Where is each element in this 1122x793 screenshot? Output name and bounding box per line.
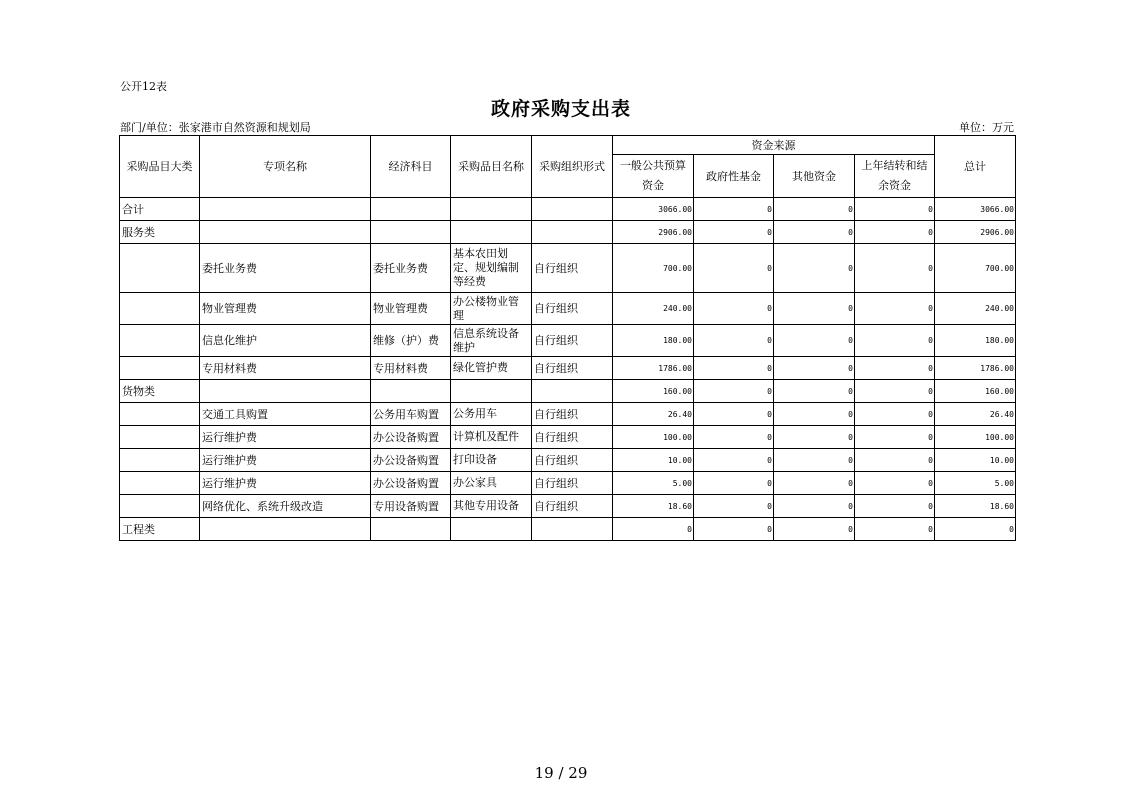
cell-item — [451, 518, 532, 541]
cell-econ — [371, 221, 451, 244]
cell-carryover: 0 — [855, 198, 935, 221]
cell-total: 180.00 — [935, 325, 1016, 357]
cell-general-budget: 1786.00 — [613, 357, 694, 380]
cell-category — [120, 472, 200, 495]
cell-carryover: 0 — [855, 426, 935, 449]
cell-project: 运行维护费 — [200, 426, 371, 449]
cell-form — [532, 198, 613, 221]
cell-general-budget: 10.00 — [613, 449, 694, 472]
table-row — [120, 403, 1016, 426]
table-row — [120, 495, 1016, 518]
cell-total: 26.40 — [935, 403, 1016, 426]
cell-total: 10.00 — [935, 449, 1016, 472]
cell-item: 基本农田划定、规划编制等经费 — [451, 244, 532, 293]
cell-total: 240.00 — [935, 293, 1016, 325]
cell-item: 公务用车 — [451, 403, 532, 426]
cell-category — [120, 325, 200, 357]
cell-econ: 办公设备购置 — [371, 426, 451, 449]
header-item: 采购品目名称 — [451, 136, 532, 198]
cell-project: 运行维护费 — [200, 472, 371, 495]
procurement-table — [119, 135, 1016, 541]
table-row — [120, 380, 1016, 403]
table-row — [120, 472, 1016, 495]
cell-form: 自行组织 — [532, 472, 613, 495]
cell-form — [532, 380, 613, 403]
cell-category — [120, 293, 200, 325]
cell-project — [200, 380, 371, 403]
header-other-fund: 其他资金 — [774, 155, 855, 198]
cell-total: 3066.00 — [935, 198, 1016, 221]
cell-project: 网络优化、系统升级改造 — [200, 495, 371, 518]
cell-econ: 办公设备购置 — [371, 449, 451, 472]
cell-general-budget: 700.00 — [613, 244, 694, 293]
cell-carryover: 0 — [855, 472, 935, 495]
cell-general-budget: 180.00 — [613, 325, 694, 357]
table-row — [120, 221, 1016, 244]
cell-gov-fund: 0 — [694, 357, 774, 380]
cell-carryover: 0 — [855, 357, 935, 380]
cell-project: 委托业务费 — [200, 244, 371, 293]
cell-general-budget: 5.00 — [613, 472, 694, 495]
cell-carryover: 0 — [855, 403, 935, 426]
header-carryover: 上年结转和结余资金 — [855, 155, 935, 198]
cell-item: 办公楼物业管理 — [451, 293, 532, 325]
cell-total: 160.00 — [935, 380, 1016, 403]
cell-general-budget: 3066.00 — [613, 198, 694, 221]
cell-general-budget: 18.60 — [613, 495, 694, 518]
cell-econ — [371, 198, 451, 221]
cell-category — [120, 357, 200, 380]
header-gov-fund: 政府性基金 — [694, 155, 774, 198]
cell-project: 运行维护费 — [200, 449, 371, 472]
cell-project: 物业管理费 — [200, 293, 371, 325]
cell-item: 信息系统设备维护 — [451, 325, 532, 357]
cell-gov-fund: 0 — [694, 380, 774, 403]
cell-econ: 委托业务费 — [371, 244, 451, 293]
cell-project — [200, 518, 371, 541]
cell-project: 信息化维护 — [200, 325, 371, 357]
cell-category: 工程类 — [120, 518, 200, 541]
table-row — [120, 357, 1016, 380]
cell-total: 18.60 — [935, 495, 1016, 518]
cell-gov-fund: 0 — [694, 293, 774, 325]
page-number: 19 / 29 — [534, 764, 588, 782]
cell-total: 0 — [935, 518, 1016, 541]
table-row — [120, 518, 1016, 541]
cell-category: 合计 — [120, 198, 200, 221]
cell-econ: 办公设备购置 — [371, 472, 451, 495]
cell-general-budget: 240.00 — [613, 293, 694, 325]
header-general-budget: 一般公共预算资金 — [613, 155, 694, 198]
cell-total: 2906.00 — [935, 221, 1016, 244]
cell-gov-fund: 0 — [694, 472, 774, 495]
cell-gov-fund: 0 — [694, 449, 774, 472]
cell-total: 700.00 — [935, 244, 1016, 293]
cell-general-budget: 0 — [613, 518, 694, 541]
cell-carryover: 0 — [855, 518, 935, 541]
header-project: 专项名称 — [200, 136, 371, 198]
cell-carryover: 0 — [855, 495, 935, 518]
unit-label: 单位：万元 — [959, 121, 1014, 134]
cell-general-budget: 26.40 — [613, 403, 694, 426]
cell-carryover: 0 — [855, 449, 935, 472]
cell-form: 自行组织 — [532, 449, 613, 472]
cell-other-fund: 0 — [774, 325, 855, 357]
cell-form: 自行组织 — [532, 357, 613, 380]
table-row — [120, 244, 1016, 293]
cell-gov-fund: 0 — [694, 198, 774, 221]
cell-other-fund: 0 — [774, 449, 855, 472]
cell-other-fund: 0 — [774, 472, 855, 495]
form-id: 公开12表 — [120, 80, 167, 93]
cell-other-fund: 0 — [774, 293, 855, 325]
cell-category — [120, 426, 200, 449]
cell-gov-fund: 0 — [694, 221, 774, 244]
page-title: 政府采购支出表 — [490, 98, 631, 120]
cell-gov-fund: 0 — [694, 518, 774, 541]
cell-form: 自行组织 — [532, 426, 613, 449]
cell-gov-fund: 0 — [694, 403, 774, 426]
cell-form — [532, 221, 613, 244]
cell-category — [120, 244, 200, 293]
cell-general-budget: 160.00 — [613, 380, 694, 403]
cell-econ: 维修（护）费 — [371, 325, 451, 357]
cell-other-fund: 0 — [774, 426, 855, 449]
cell-carryover: 0 — [855, 380, 935, 403]
cell-project: 专用材料费 — [200, 357, 371, 380]
cell-item — [451, 380, 532, 403]
cell-form: 自行组织 — [532, 495, 613, 518]
cell-other-fund: 0 — [774, 403, 855, 426]
cell-econ: 专用设备购置 — [371, 495, 451, 518]
cell-item: 绿化管护费 — [451, 357, 532, 380]
cell-carryover: 0 — [855, 325, 935, 357]
table-row — [120, 198, 1016, 221]
cell-category — [120, 403, 200, 426]
cell-item — [451, 198, 532, 221]
cell-form: 自行组织 — [532, 325, 613, 357]
cell-econ — [371, 380, 451, 403]
cell-general-budget: 100.00 — [613, 426, 694, 449]
table-row — [120, 325, 1016, 357]
cell-econ: 公务用车购置 — [371, 403, 451, 426]
cell-total: 100.00 — [935, 426, 1016, 449]
cell-other-fund: 0 — [774, 221, 855, 244]
cell-category: 服务类 — [120, 221, 200, 244]
cell-category — [120, 449, 200, 472]
table-row — [120, 426, 1016, 449]
cell-econ: 物业管理费 — [371, 293, 451, 325]
cell-econ — [371, 518, 451, 541]
cell-project — [200, 221, 371, 244]
cell-other-fund: 0 — [774, 357, 855, 380]
header-total: 总计 — [935, 136, 1016, 198]
header-fund-source: 资金来源 — [613, 136, 935, 155]
header-form: 采购组织形式 — [532, 136, 613, 198]
cell-category — [120, 495, 200, 518]
department-label: 部门/单位：张家港市自然资源和规划局 — [120, 121, 311, 134]
cell-form: 自行组织 — [532, 293, 613, 325]
cell-econ: 专用材料费 — [371, 357, 451, 380]
cell-category: 货物类 — [120, 380, 200, 403]
cell-form — [532, 518, 613, 541]
cell-carryover: 0 — [855, 221, 935, 244]
cell-project — [200, 198, 371, 221]
cell-form: 自行组织 — [532, 244, 613, 293]
header-category: 采购品目大类 — [120, 136, 200, 198]
cell-other-fund: 0 — [774, 244, 855, 293]
cell-project: 交通工具购置 — [200, 403, 371, 426]
cell-gov-fund: 0 — [694, 244, 774, 293]
table-row — [120, 449, 1016, 472]
cell-general-budget: 2906.00 — [613, 221, 694, 244]
cell-total: 5.00 — [935, 472, 1016, 495]
cell-other-fund: 0 — [774, 198, 855, 221]
table-body — [120, 198, 1016, 541]
cell-gov-fund: 0 — [694, 325, 774, 357]
header-econ: 经济科目 — [371, 136, 451, 198]
cell-total: 1786.00 — [935, 357, 1016, 380]
cell-carryover: 0 — [855, 293, 935, 325]
cell-item: 计算机及配件 — [451, 426, 532, 449]
cell-carryover: 0 — [855, 244, 935, 293]
cell-gov-fund: 0 — [694, 495, 774, 518]
cell-other-fund: 0 — [774, 380, 855, 403]
cell-item: 其他专用设备 — [451, 495, 532, 518]
cell-gov-fund: 0 — [694, 426, 774, 449]
cell-item: 办公家具 — [451, 472, 532, 495]
cell-item: 打印设备 — [451, 449, 532, 472]
cell-other-fund: 0 — [774, 518, 855, 541]
cell-other-fund: 0 — [774, 495, 855, 518]
cell-item — [451, 221, 532, 244]
table-row — [120, 293, 1016, 325]
cell-form: 自行组织 — [532, 403, 613, 426]
